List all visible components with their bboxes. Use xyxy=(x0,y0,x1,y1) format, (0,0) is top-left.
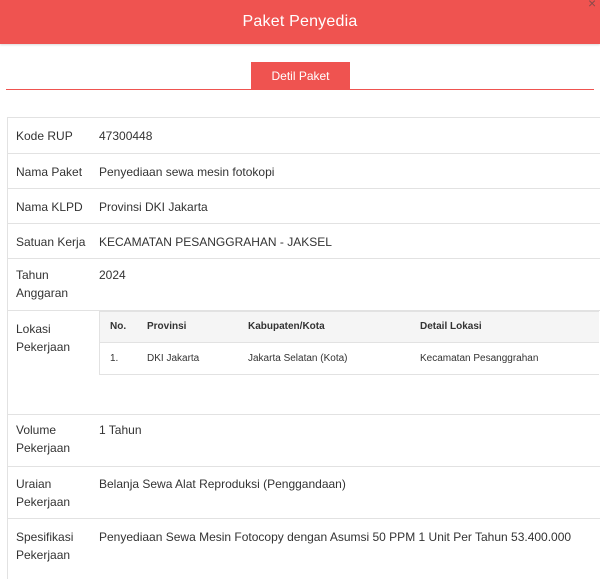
label-tahun-anggaran xyxy=(8,259,92,310)
label-satuan-kerja: Satuan Kerja xyxy=(16,235,86,249)
table-row xyxy=(100,343,600,375)
label-line: Pekerjaan xyxy=(16,495,71,509)
tab-bar xyxy=(6,62,594,90)
value-tahun-anggaran: 2024 xyxy=(99,268,126,282)
col-header-kabupaten-kota: Kabupaten/Kota xyxy=(248,312,420,343)
row-nama-klpd xyxy=(8,189,600,224)
row-nama-paket xyxy=(8,154,600,189)
row-spesifikasi-pekerjaan xyxy=(8,519,600,579)
label-volume-pekerjaan xyxy=(8,415,92,466)
value-satuan-kerja: KECAMATAN PESANGGRAHAN - JAKSEL xyxy=(99,235,332,249)
col-header-provinsi: Provinsi xyxy=(147,312,248,343)
value-nama-paket: Penyediaan sewa mesin fotokopi xyxy=(99,165,275,179)
col-header-detail-lokasi: Detail Lokasi xyxy=(420,312,599,343)
label-spesifikasi-pekerjaan xyxy=(8,519,92,579)
tab-detil-paket[interactable]: Detil Paket xyxy=(251,62,350,90)
value-uraian-pekerjaan: Belanja Sewa Alat Reproduksi (Penggandaan) xyxy=(99,477,346,491)
label-nama-klpd: Nama KLPD xyxy=(16,200,83,214)
value-nama-klpd: Provinsi DKI Jakarta xyxy=(99,200,208,214)
label-line: Lokasi xyxy=(16,322,51,336)
value-spesifikasi-pekerjaan: Penyediaan Sewa Mesin Fotocopy dengan Asumsi 50 PPM 1 Unit Per Tahun 53.400.000 xyxy=(99,530,572,544)
label-line: Anggaran xyxy=(16,286,69,300)
cell-provinsi: DKI Jakarta xyxy=(147,343,248,375)
value-volume-pekerjaan: 1 Tahun xyxy=(99,423,142,437)
label-line: Volume xyxy=(16,423,57,437)
row-uraian-pekerjaan xyxy=(8,467,600,519)
label-lokasi-pekerjaan xyxy=(8,311,92,414)
label-line: Spesifikasi xyxy=(16,530,74,544)
cell-kabupaten-kota: Jakarta Selatan (Kota) xyxy=(248,343,420,375)
label-line: Pekerjaan xyxy=(16,548,71,562)
detail-table xyxy=(7,117,600,579)
close-icon[interactable]: × xyxy=(588,0,597,11)
value-kode-rup: 47300448 xyxy=(99,129,153,143)
label-kode-rup: Kode RUP xyxy=(16,129,73,143)
row-kode-rup xyxy=(8,118,600,154)
cell-detail-lokasi: Kecamatan Pesanggrahan xyxy=(420,343,599,375)
label-nama-paket: Nama Paket xyxy=(16,165,83,179)
modal-title: Paket Penyedia xyxy=(242,13,358,30)
label-uraian-pekerjaan xyxy=(8,467,92,518)
lokasi-table xyxy=(99,311,599,375)
row-tahun-anggaran xyxy=(8,259,600,311)
row-lokasi-pekerjaan xyxy=(8,311,600,415)
row-satuan-kerja xyxy=(8,224,600,259)
label-line: Pekerjaan xyxy=(16,441,71,455)
col-header-no: No. xyxy=(100,312,148,343)
row-volume-pekerjaan xyxy=(8,415,600,467)
cell-no: 1. xyxy=(100,343,148,375)
lokasi-table-wrap xyxy=(92,311,600,414)
modal-header xyxy=(0,0,600,44)
label-line: Pekerjaan xyxy=(16,340,71,354)
label-line: Tahun xyxy=(16,268,49,282)
label-line: Uraian xyxy=(16,477,52,491)
lokasi-header-row xyxy=(100,312,600,343)
